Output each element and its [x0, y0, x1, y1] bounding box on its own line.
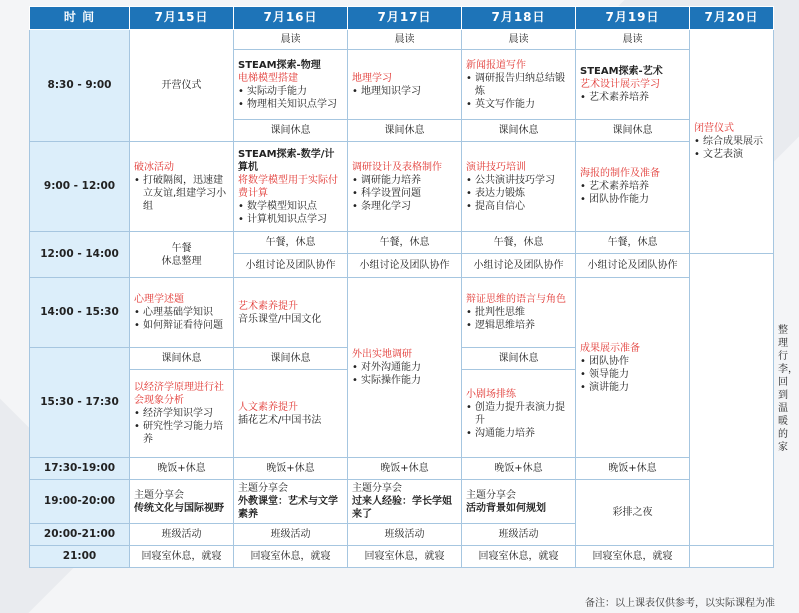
cell-0717-field-research: [348, 278, 462, 458]
list-item: • 团队协作能力: [580, 193, 685, 206]
row-sleep: [30, 546, 774, 568]
share-label: 主题分享会: [466, 489, 516, 501]
cell-sleep: 回寝室休息，就寝: [576, 546, 690, 568]
activity-title: 海报的制作及准备: [580, 168, 660, 179]
time-cell: 21:00: [30, 546, 130, 568]
cell-lunch: 午餐，休息: [462, 232, 576, 254]
cell-morning-read: 晨读: [234, 30, 348, 50]
cell-dinner: 晚饭+休息: [576, 458, 690, 480]
header-day-0718: 7月18日: [462, 7, 576, 30]
activity-list: [352, 85, 457, 98]
list-item: • 沟通能力培养: [466, 427, 571, 440]
activity-list: [580, 180, 685, 206]
cell-0717-geography: [348, 50, 462, 120]
time-cell: 8:30 - 9:00: [30, 30, 130, 142]
cell-group-work: 小组讨论及团队协作: [576, 254, 690, 278]
cell-0715-icebreak: [130, 142, 234, 232]
list-item: • 实际动手能力: [238, 85, 343, 98]
list-item: • 对外沟通能力: [352, 361, 457, 374]
activity-subtitle: 将数学模型用于实际付费计算: [238, 174, 338, 199]
list-item: • 科学设置问题: [352, 187, 457, 200]
cell-class-break: 课间休息: [462, 348, 576, 370]
cell-lunch: 午餐，休息: [576, 232, 690, 254]
activity-title: 新闻报道写作: [466, 59, 526, 71]
activity-text: 音乐课堂/中国文化: [238, 313, 322, 325]
cell-class-break: 课间休息: [234, 348, 348, 370]
activity-title: STEAM探索-艺术: [580, 66, 663, 77]
cell-lunch: 午餐，休息: [234, 232, 348, 254]
list-item: • 团队协作: [580, 355, 685, 368]
activity-title: 小剧场排练: [466, 388, 516, 400]
header-day-0717: 7月17日: [348, 7, 462, 30]
cell-0717-survey: [348, 142, 462, 232]
header-row: [30, 7, 774, 30]
activity-list: [134, 306, 229, 332]
header-day-0720: 7月20日: [690, 7, 774, 30]
list-item: • 文艺表演: [694, 148, 769, 161]
list-item: • 调研能力培养: [352, 174, 457, 187]
header-time: 时 间: [30, 7, 130, 30]
list-item: • 逻辑思维培养: [466, 319, 571, 332]
list-item: • 如何辩证看待问题: [134, 319, 229, 332]
activity-title: 人文素养提升: [238, 401, 298, 413]
cell-lunch: 午餐，休息: [348, 232, 462, 254]
cell-0715-psychology: [130, 278, 234, 348]
cell-0715-lunch: 午餐 休息整理: [130, 232, 234, 278]
share-label: 主题分享会: [134, 489, 184, 501]
activity-title: 破冰活动: [134, 161, 174, 173]
list-item: • 艺术素养培养: [580, 180, 685, 193]
cell-class-activity: 班级活动: [234, 524, 348, 546]
activity-list: [580, 91, 685, 104]
activity-title: STEAM探索-数学/计算机: [238, 148, 335, 173]
cell-sleep: 回寝室休息，就寝: [130, 546, 234, 568]
cell-sleep: 回寝室休息，就寝: [462, 546, 576, 568]
share-topic: 传统文化与国际视野: [134, 502, 224, 514]
list-item: • 调研报告归纳总结锻炼: [466, 72, 571, 98]
activity-list: [134, 407, 229, 446]
list-item: • 创造力提升表演力提升: [466, 401, 571, 427]
activity-list: [580, 355, 685, 394]
cell-group-work: 小组讨论及团队协作: [462, 254, 576, 278]
activity-title: 心理学述题: [134, 294, 184, 305]
list-item: • 表达力锻炼: [466, 187, 571, 200]
closing-title: 闭营仪式: [694, 123, 734, 134]
list-item: • 计算机知识点学习: [238, 213, 343, 226]
activity-title: 外出实地调研: [352, 349, 412, 360]
cell-dinner: 晚饭+休息: [234, 458, 348, 480]
cell-dinner: 晚饭+休息: [130, 458, 234, 480]
list-item: • 条理化学习: [352, 200, 457, 213]
cell-0718-news: [462, 50, 576, 120]
activity-list: [352, 174, 457, 213]
list-item: • 经济学知识学习: [134, 407, 229, 420]
cell-0716-art-literacy: [234, 278, 348, 348]
cell-closing: [690, 30, 774, 254]
list-item: • 艺术素养培养: [580, 91, 685, 104]
schedule-wrapper: [29, 6, 798, 568]
list-item: • 提高自信心: [466, 200, 571, 213]
cell-morning-read: 晨读: [462, 30, 576, 50]
cell-0718-sharing: [462, 480, 576, 524]
cell-0718-theater: [462, 370, 576, 458]
activity-list: [466, 174, 571, 213]
cell-sleep: 回寝室休息，就寝: [348, 546, 462, 568]
row-lunch: 12:00 - 14:00 午餐 休息整理 午餐，休息 午餐，休息 午餐，休息 午餐，休息 整理行李， 回到温暖的家: [30, 232, 774, 254]
row-14-1530: [30, 278, 774, 348]
share-topic: 活动背景如何规划: [466, 502, 546, 514]
activity-title: 成果展示准备: [580, 342, 640, 354]
footer-note: 备注：以上课表仅供参考，以实际课程为准: [585, 598, 775, 609]
cell-empty: [690, 546, 774, 568]
cell-0716-math: [234, 142, 348, 232]
time-cell: 20:00-21:00: [30, 524, 130, 546]
header-day-0719: 7月19日: [576, 7, 690, 30]
cell-class-activity: 班级活动: [348, 524, 462, 546]
activity-title: STEAM探索-物理: [238, 59, 321, 71]
list-item: • 数学模型知识点: [238, 200, 343, 213]
cell-0719-showcase-prep: [576, 278, 690, 458]
activity-list: [134, 174, 229, 213]
time-cell: 14:00 - 15:30: [30, 278, 130, 348]
cell-class-break: 课间休息: [576, 120, 690, 142]
activity-title: 以经济学原理进行社会现象分析: [134, 382, 224, 406]
list-item: • 批判性思维: [466, 306, 571, 319]
activity-list: [238, 200, 343, 226]
cell-0715-economics: [130, 370, 234, 458]
activity-subtitle: 电梯模型搭建: [238, 72, 298, 84]
list-item: • 地理知识学习: [352, 85, 457, 98]
list-item: • 英文写作能力: [466, 98, 571, 111]
activity-text: 插花艺术/中国书法: [238, 414, 322, 426]
activity-title: 辩证思维的语言与角色: [466, 294, 566, 305]
row-dinner: [30, 458, 774, 480]
cell-class-break: 课间休息: [234, 120, 348, 142]
cell-0719-rehearsal: 彩排之夜: [576, 480, 690, 546]
list-item: • 综合成果展示: [694, 135, 769, 148]
list-item: • 心理基础学知识: [134, 306, 229, 319]
activity-list: [352, 361, 457, 387]
list-item: • 公共演讲技巧学习: [466, 174, 571, 187]
cell-class-break: 课间休息: [462, 120, 576, 142]
cell-0717-sharing: [348, 480, 462, 524]
cell-group-work: 小组讨论及团队协作: [234, 254, 348, 278]
time-cell: 17:30-19:00: [30, 458, 130, 480]
cell-dinner: 晚饭+休息: [462, 458, 576, 480]
cell-0718-speech: [462, 142, 576, 232]
header-day-0716: 7月16日: [234, 7, 348, 30]
list-item: • 物理相关知识点学习: [238, 98, 343, 111]
share-label: 主题分享会: [352, 483, 402, 494]
cell-dinner: 晚饭+休息: [348, 458, 462, 480]
activity-list: [238, 85, 343, 111]
share-topic: 外教课堂：艺术与文学素养: [238, 496, 338, 520]
time-cell: 9:00 - 12:00: [30, 142, 130, 232]
cell-group-work: 小组讨论及团队协作: [348, 254, 462, 278]
activity-list: [466, 401, 571, 440]
list-item: • 领导能力: [580, 368, 685, 381]
row-9-12: [30, 142, 774, 232]
activity-title: 调研设计及表格制作: [352, 161, 442, 173]
share-label: 主题分享会: [238, 483, 288, 494]
cell-class-break: 课间休息: [130, 348, 234, 370]
time-cell: 19:00-20:00: [30, 480, 130, 524]
cell-0716-sharing: [234, 480, 348, 524]
cell-0715-sharing: [130, 480, 234, 524]
time-cell: 12:00 - 14:00: [30, 232, 130, 278]
cell-0718-debate: [462, 278, 576, 348]
cell-0719-art: [576, 50, 690, 120]
cell-opening: 开营仪式: [130, 30, 234, 142]
row-morning-read: [30, 30, 774, 50]
list-item: • 演讲能力: [580, 381, 685, 394]
activity-list: [466, 72, 571, 111]
cell-0719-poster: [576, 142, 690, 232]
activity-title: 艺术素养提升: [238, 300, 298, 312]
cell-sleep: 回寝室休息，就寝: [234, 546, 348, 568]
cell-morning-read: 晨读: [576, 30, 690, 50]
list-item: • 打破隔阂，迅速建立友谊,组建学习小组: [134, 174, 229, 213]
list-item: • 研究性学习能力培养: [134, 420, 229, 446]
schedule-table: [29, 6, 798, 568]
cell-class-break: 课间休息: [348, 120, 462, 142]
activity-subtitle: 艺术设计展示学习: [580, 79, 660, 90]
cell-class-activity: 班级活动: [130, 524, 234, 546]
row-sharing: [30, 480, 774, 524]
activity-list: [466, 306, 571, 332]
list-item: • 实际操作能力: [352, 374, 457, 387]
header-day-0715: 7月15日: [130, 7, 234, 30]
share-topic: 过来人经验：学长学姐来了: [352, 496, 452, 520]
activity-title: 演讲技巧培训: [466, 161, 526, 173]
cell-class-activity: 班级活动: [462, 524, 576, 546]
closing-list: [694, 135, 769, 161]
cell-0716-physics: [234, 50, 348, 120]
time-cell: 15:30 - 17:30: [30, 348, 130, 458]
cell-morning-read: 晨读: [348, 30, 462, 50]
activity-title: 地理学习: [352, 72, 392, 84]
cell-0716-humanities: [234, 370, 348, 458]
